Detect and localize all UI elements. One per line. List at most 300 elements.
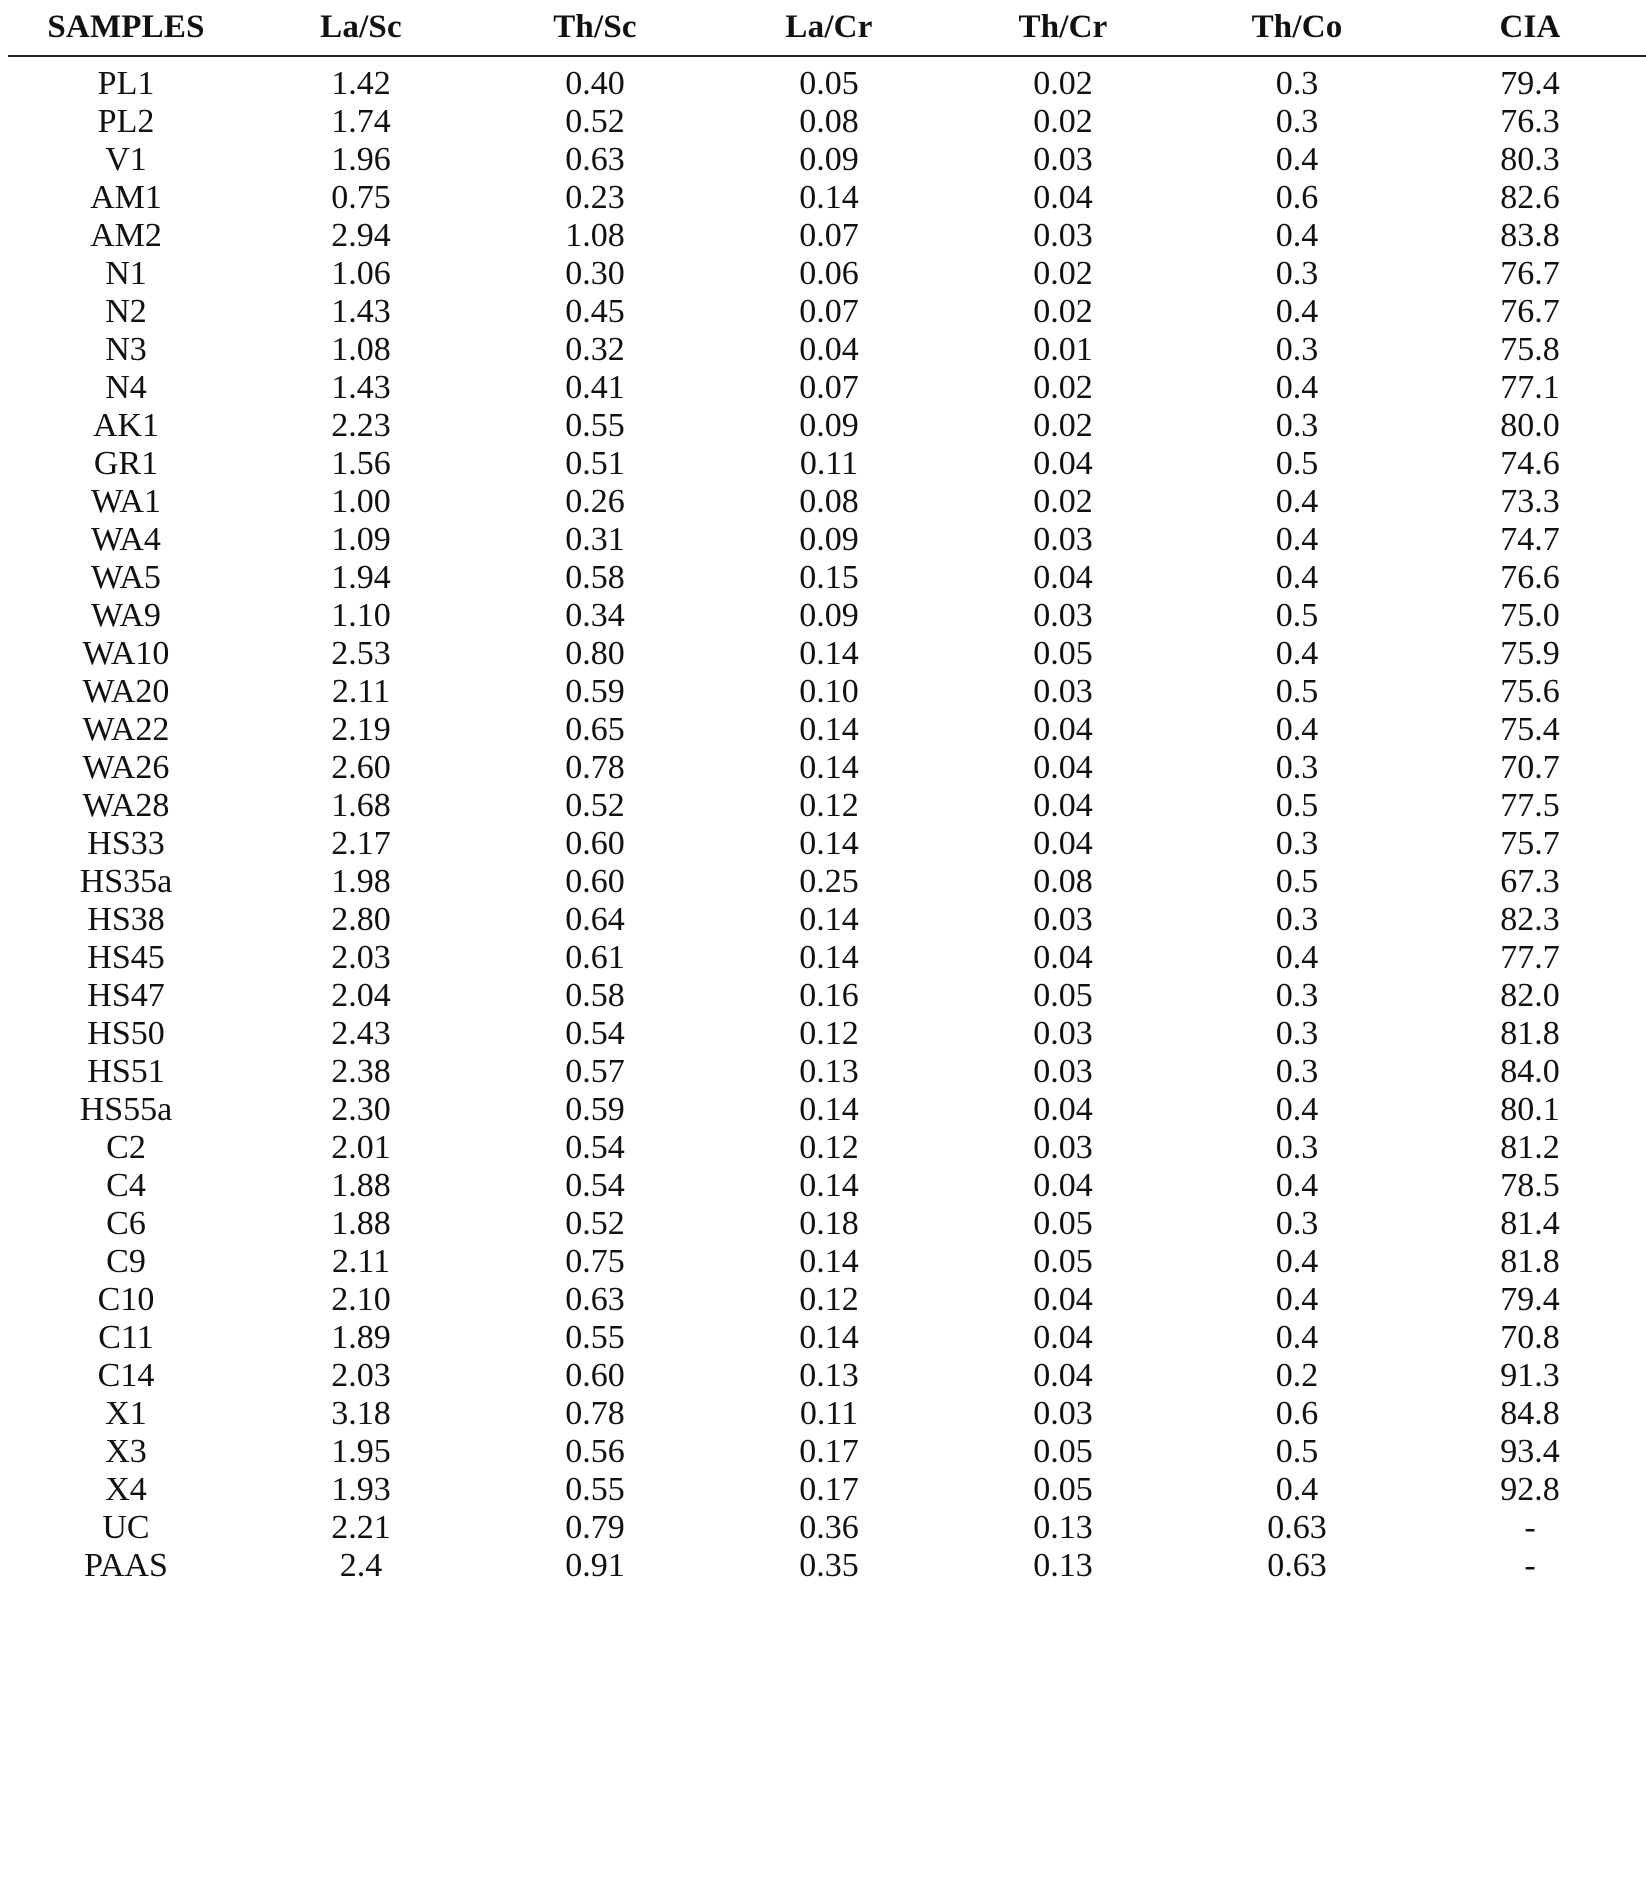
cell-th-sc: 0.54 xyxy=(565,1167,625,1204)
cell-th-sc: 0.41 xyxy=(565,369,625,406)
cell-th-sc: 0.54 xyxy=(565,1129,625,1166)
cell-th-cr: 0.04 xyxy=(1033,825,1093,862)
table-row xyxy=(8,863,1646,901)
table-row xyxy=(8,1471,1646,1509)
cell-th-sc: 0.57 xyxy=(565,1053,625,1090)
cell-th-co: 0.5 xyxy=(1275,445,1319,482)
cell-sample: WA10 xyxy=(82,635,170,672)
table-row xyxy=(8,1167,1646,1205)
cell-cia: 75.6 xyxy=(1500,673,1560,710)
cell-th-sc: 0.60 xyxy=(565,1357,625,1394)
cell-th-cr: 0.03 xyxy=(1033,901,1093,938)
cell-th-co: 0.4 xyxy=(1275,521,1319,558)
cell-la-sc: 1.93 xyxy=(331,1471,391,1508)
cell-th-co: 0.6 xyxy=(1275,1395,1319,1432)
cell-la-cr: 0.04 xyxy=(799,331,859,368)
cell-th-co: 0.3 xyxy=(1275,331,1319,368)
cell-la-cr: 0.09 xyxy=(799,407,859,444)
cell-th-cr: 0.02 xyxy=(1033,483,1093,520)
cell-cia: 91.3 xyxy=(1500,1357,1560,1394)
cell-la-sc: 2.04 xyxy=(331,977,391,1014)
cell-cia: 76.7 xyxy=(1500,293,1560,330)
cell-la-cr: 0.12 xyxy=(799,1281,859,1318)
cell-th-sc: 0.54 xyxy=(565,1015,625,1052)
cell-la-cr: 0.13 xyxy=(799,1357,859,1394)
cell-cia: - xyxy=(1524,1509,1536,1546)
cell-sample: UC xyxy=(102,1509,150,1546)
cell-th-co: 0.3 xyxy=(1275,825,1319,862)
cell-th-sc: 0.55 xyxy=(565,1319,625,1356)
cell-cia: 84.0 xyxy=(1500,1053,1560,1090)
cell-th-co: 0.4 xyxy=(1275,939,1319,976)
cell-cia: 75.0 xyxy=(1500,597,1560,634)
cell-th-co: 0.63 xyxy=(1267,1509,1327,1546)
cell-th-sc: 0.59 xyxy=(565,1091,625,1128)
cell-th-co: 0.3 xyxy=(1275,65,1319,102)
cell-sample: HS45 xyxy=(87,939,165,976)
cell-cia: 79.4 xyxy=(1500,1281,1560,1318)
cell-th-co: 0.4 xyxy=(1275,1319,1319,1356)
cell-la-cr: 0.14 xyxy=(799,711,859,748)
cell-th-sc: 0.60 xyxy=(565,825,625,862)
cell-th-cr: 0.03 xyxy=(1033,597,1093,634)
cell-sample: C4 xyxy=(106,1167,146,1204)
cell-th-cr: 0.04 xyxy=(1033,711,1093,748)
cell-th-co: 0.4 xyxy=(1275,1091,1319,1128)
cell-la-sc: 1.06 xyxy=(331,255,391,292)
cell-cia: 84.8 xyxy=(1500,1395,1560,1432)
cell-la-sc: 1.98 xyxy=(331,863,391,900)
table-row xyxy=(8,825,1646,863)
cell-th-cr: 0.03 xyxy=(1033,521,1093,558)
cell-th-co: 0.4 xyxy=(1275,217,1319,254)
cell-th-sc: 0.63 xyxy=(565,1281,625,1318)
cell-cia: 77.7 xyxy=(1500,939,1560,976)
cell-th-co: 0.3 xyxy=(1275,977,1319,1014)
cell-cia: 76.6 xyxy=(1500,559,1560,596)
cell-th-cr: 0.05 xyxy=(1033,1205,1093,1242)
cell-th-sc: 0.64 xyxy=(565,901,625,938)
cell-th-cr: 0.02 xyxy=(1033,103,1093,140)
cell-la-cr: 0.09 xyxy=(799,141,859,178)
column-header-cia: CIA xyxy=(1414,0,1646,56)
cell-la-cr: 0.14 xyxy=(799,1091,859,1128)
table-row xyxy=(8,369,1646,407)
cell-la-sc: 2.01 xyxy=(331,1129,391,1166)
cell-sample: X4 xyxy=(105,1471,147,1508)
cell-th-sc: 0.56 xyxy=(565,1433,625,1470)
cell-sample: C6 xyxy=(106,1205,146,1242)
table-row xyxy=(8,1205,1646,1243)
cell-th-co: 0.3 xyxy=(1275,1129,1319,1166)
cell-la-cr: 0.17 xyxy=(799,1471,859,1508)
cell-la-cr: 0.35 xyxy=(799,1547,859,1584)
cell-sample: C14 xyxy=(97,1357,155,1394)
cell-cia: 74.6 xyxy=(1500,445,1560,482)
column-header-la-cr: La/Cr xyxy=(712,0,946,56)
cell-th-co: 0.5 xyxy=(1275,787,1319,824)
cell-sample: N3 xyxy=(105,331,147,368)
cell-th-co: 0.4 xyxy=(1275,635,1319,672)
cell-th-co: 0.6 xyxy=(1275,179,1319,216)
cell-cia: 82.0 xyxy=(1500,977,1560,1014)
cell-th-cr: 0.03 xyxy=(1033,1053,1093,1090)
cell-la-cr: 0.08 xyxy=(799,483,859,520)
cell-th-sc: 1.08 xyxy=(565,217,625,254)
cell-sample: C9 xyxy=(106,1243,146,1280)
cell-la-cr: 0.07 xyxy=(799,293,859,330)
cell-la-sc: 3.18 xyxy=(331,1395,391,1432)
cell-th-sc: 0.52 xyxy=(565,103,625,140)
cell-cia: 80.0 xyxy=(1500,407,1560,444)
cell-la-cr: 0.14 xyxy=(799,939,859,976)
table-row xyxy=(8,293,1646,331)
cell-th-co: 0.3 xyxy=(1275,901,1319,938)
cell-sample: AM1 xyxy=(90,179,162,216)
cell-cia: 81.4 xyxy=(1500,1205,1560,1242)
cell-la-sc: 2.03 xyxy=(331,939,391,976)
cell-la-cr: 0.13 xyxy=(799,1053,859,1090)
table-row xyxy=(8,901,1646,939)
column-header-th-sc: Th/Sc xyxy=(478,0,712,56)
cell-th-cr: 0.01 xyxy=(1033,331,1093,368)
cell-cia: 77.5 xyxy=(1500,787,1560,824)
table-row xyxy=(8,445,1646,483)
cell-la-sc: 2.21 xyxy=(331,1509,391,1546)
cell-th-cr: 0.04 xyxy=(1033,787,1093,824)
cell-la-cr: 0.12 xyxy=(799,1129,859,1166)
cell-th-cr: 0.05 xyxy=(1033,977,1093,1014)
table-row xyxy=(8,1319,1646,1357)
cell-sample: HS47 xyxy=(87,977,165,1014)
cell-la-sc: 1.89 xyxy=(331,1319,391,1356)
cell-th-sc: 0.55 xyxy=(565,407,625,444)
cell-th-cr: 0.05 xyxy=(1033,1243,1093,1280)
cell-th-co: 0.3 xyxy=(1275,407,1319,444)
cell-th-sc: 0.80 xyxy=(565,635,625,672)
cell-sample: HS38 xyxy=(87,901,165,938)
cell-th-co: 0.5 xyxy=(1275,673,1319,710)
cell-la-sc: 1.08 xyxy=(331,331,391,368)
cell-la-sc: 1.94 xyxy=(331,559,391,596)
table-row xyxy=(8,749,1646,787)
cell-cia: 92.8 xyxy=(1500,1471,1560,1508)
table-row xyxy=(8,331,1646,369)
cell-th-sc: 0.63 xyxy=(565,141,625,178)
cell-sample: WA22 xyxy=(82,711,170,748)
table-row xyxy=(8,559,1646,597)
cell-sample: WA9 xyxy=(91,597,161,634)
cell-la-cr: 0.07 xyxy=(799,217,859,254)
cell-la-sc: 1.96 xyxy=(331,141,391,178)
cell-sample: WA5 xyxy=(91,559,161,596)
cell-la-cr: 0.16 xyxy=(799,977,859,1014)
cell-sample: N2 xyxy=(105,293,147,330)
cell-sample: WA1 xyxy=(91,483,161,520)
cell-th-cr: 0.05 xyxy=(1033,1471,1093,1508)
cell-sample: HS50 xyxy=(87,1015,165,1052)
cell-la-sc: 1.74 xyxy=(331,103,391,140)
cell-sample: X1 xyxy=(105,1395,147,1432)
cell-la-cr: 0.15 xyxy=(799,559,859,596)
cell-la-cr: 0.10 xyxy=(799,673,859,710)
table-row xyxy=(8,1395,1646,1433)
table-row xyxy=(8,103,1646,141)
cell-th-sc: 0.23 xyxy=(565,179,625,216)
cell-la-sc: 1.42 xyxy=(331,65,391,102)
cell-th-cr: 0.13 xyxy=(1033,1509,1093,1546)
cell-la-cr: 0.09 xyxy=(799,521,859,558)
cell-sample: X3 xyxy=(105,1433,147,1470)
cell-la-sc: 2.30 xyxy=(331,1091,391,1128)
cell-la-sc: 1.43 xyxy=(331,369,391,406)
cell-la-sc: 1.56 xyxy=(331,445,391,482)
cell-la-sc: 2.03 xyxy=(331,1357,391,1394)
table-row xyxy=(8,1053,1646,1091)
cell-th-co: 0.4 xyxy=(1275,1167,1319,1204)
cell-cia: 75.8 xyxy=(1500,331,1560,368)
cell-sample: HS35a xyxy=(79,863,173,900)
cell-cia: 80.1 xyxy=(1500,1091,1560,1128)
cell-cia: 76.7 xyxy=(1500,255,1560,292)
table-row xyxy=(8,521,1646,559)
cell-th-sc: 0.34 xyxy=(565,597,625,634)
cell-th-sc: 0.78 xyxy=(565,1395,625,1432)
cell-th-co: 0.3 xyxy=(1275,1015,1319,1052)
cell-th-sc: 0.40 xyxy=(565,65,625,102)
cell-th-co: 0.2 xyxy=(1275,1357,1319,1394)
cell-cia: 82.3 xyxy=(1500,901,1560,938)
cell-th-co: 0.63 xyxy=(1267,1547,1327,1584)
cell-cia: 81.8 xyxy=(1500,1015,1560,1052)
cell-th-cr: 0.02 xyxy=(1033,369,1093,406)
table-row xyxy=(8,1433,1646,1471)
cell-cia: 78.5 xyxy=(1500,1167,1560,1204)
cell-la-sc: 2.17 xyxy=(331,825,391,862)
cell-la-cr: 0.14 xyxy=(799,901,859,938)
cell-th-cr: 0.04 xyxy=(1033,749,1093,786)
table-row xyxy=(8,56,1646,103)
table-row xyxy=(8,673,1646,711)
cell-la-sc: 2.4 xyxy=(339,1547,383,1584)
cell-la-cr: 0.36 xyxy=(799,1509,859,1546)
cell-la-sc: 2.38 xyxy=(331,1053,391,1090)
cell-th-co: 0.4 xyxy=(1275,141,1319,178)
cell-la-cr: 0.09 xyxy=(799,597,859,634)
cell-th-sc: 0.32 xyxy=(565,331,625,368)
cell-la-sc: 2.43 xyxy=(331,1015,391,1052)
cell-sample: WA26 xyxy=(82,749,170,786)
cell-la-sc: 2.53 xyxy=(331,635,391,672)
cell-cia: - xyxy=(1524,1547,1536,1584)
cell-th-cr: 0.02 xyxy=(1033,65,1093,102)
cell-la-cr: 0.06 xyxy=(799,255,859,292)
cell-la-cr: 0.14 xyxy=(799,825,859,862)
cell-th-cr: 0.02 xyxy=(1033,255,1093,292)
cell-la-sc: 2.11 xyxy=(331,673,391,710)
table-row xyxy=(8,141,1646,179)
cell-th-sc: 0.58 xyxy=(565,977,625,1014)
cell-la-sc: 1.00 xyxy=(331,483,391,520)
cell-la-sc: 1.88 xyxy=(331,1167,391,1204)
table-row xyxy=(8,1015,1646,1053)
cell-la-sc: 1.95 xyxy=(331,1433,391,1470)
table-row xyxy=(8,255,1646,293)
cell-th-sc: 0.52 xyxy=(565,1205,625,1242)
cell-cia: 81.2 xyxy=(1500,1129,1560,1166)
cell-th-cr: 0.03 xyxy=(1033,141,1093,178)
table-row xyxy=(8,1129,1646,1167)
cell-cia: 67.3 xyxy=(1500,863,1560,900)
cell-sample: PAAS xyxy=(84,1547,168,1584)
cell-la-cr: 0.14 xyxy=(799,1243,859,1280)
cell-la-cr: 0.05 xyxy=(799,65,859,102)
cell-la-sc: 2.10 xyxy=(331,1281,391,1318)
geochemical-ratios-table xyxy=(8,0,1646,1585)
cell-th-cr: 0.04 xyxy=(1033,559,1093,596)
cell-la-sc: 1.68 xyxy=(331,787,391,824)
table-body xyxy=(8,56,1646,1585)
cell-la-cr: 0.17 xyxy=(799,1433,859,1470)
cell-th-co: 0.5 xyxy=(1275,597,1319,634)
cell-la-sc: 1.88 xyxy=(331,1205,391,1242)
cell-la-sc: 2.80 xyxy=(331,901,391,938)
cell-sample: GR1 xyxy=(93,445,159,482)
table-row xyxy=(8,711,1646,749)
cell-la-cr: 0.14 xyxy=(799,749,859,786)
cell-th-sc: 0.60 xyxy=(565,863,625,900)
cell-th-cr: 0.05 xyxy=(1033,635,1093,672)
cell-th-sc: 0.26 xyxy=(565,483,625,520)
cell-th-co: 0.3 xyxy=(1275,103,1319,140)
table-row xyxy=(8,1509,1646,1547)
cell-cia: 80.3 xyxy=(1500,141,1560,178)
cell-th-cr: 0.04 xyxy=(1033,179,1093,216)
cell-th-co: 0.4 xyxy=(1275,1471,1319,1508)
cell-th-sc: 0.79 xyxy=(565,1509,625,1546)
table-row xyxy=(8,1547,1646,1585)
cell-sample: WA28 xyxy=(82,787,170,824)
cell-th-sc: 0.55 xyxy=(565,1471,625,1508)
cell-cia: 75.9 xyxy=(1500,635,1560,672)
cell-sample: C11 xyxy=(98,1319,154,1356)
cell-sample: WA4 xyxy=(91,521,161,558)
cell-cia: 70.7 xyxy=(1500,749,1560,786)
table-row xyxy=(8,407,1646,445)
cell-th-co: 0.4 xyxy=(1275,293,1319,330)
cell-th-co: 0.4 xyxy=(1275,1243,1319,1280)
cell-la-sc: 0.75 xyxy=(331,179,391,216)
cell-th-cr: 0.03 xyxy=(1033,1129,1093,1166)
cell-th-co: 0.4 xyxy=(1275,711,1319,748)
table-row xyxy=(8,1281,1646,1319)
cell-th-cr: 0.04 xyxy=(1033,939,1093,976)
cell-la-cr: 0.14 xyxy=(799,179,859,216)
cell-sample: HS55a xyxy=(79,1091,173,1128)
cell-la-cr: 0.18 xyxy=(799,1205,859,1242)
cell-sample: N4 xyxy=(105,369,147,406)
cell-sample: N1 xyxy=(105,255,147,292)
cell-la-sc: 2.11 xyxy=(331,1243,391,1280)
cell-cia: 81.8 xyxy=(1500,1243,1560,1280)
table-row xyxy=(8,179,1646,217)
cell-th-sc: 0.51 xyxy=(565,445,625,482)
cell-th-co: 0.5 xyxy=(1275,863,1319,900)
column-header-la-sc: La/Sc xyxy=(244,0,478,56)
cell-la-cr: 0.11 xyxy=(799,1395,859,1432)
cell-la-sc: 2.60 xyxy=(331,749,391,786)
table-row xyxy=(8,597,1646,635)
table-row xyxy=(8,217,1646,255)
cell-cia: 75.4 xyxy=(1500,711,1560,748)
cell-th-co: 0.3 xyxy=(1275,1053,1319,1090)
cell-th-sc: 0.30 xyxy=(565,255,625,292)
table-row xyxy=(8,1243,1646,1281)
cell-th-cr: 0.05 xyxy=(1033,1433,1093,1470)
cell-sample: HS51 xyxy=(87,1053,165,1090)
cell-th-co: 0.5 xyxy=(1275,1433,1319,1470)
cell-th-cr: 0.02 xyxy=(1033,407,1093,444)
cell-la-cr: 0.12 xyxy=(799,1015,859,1052)
table-row xyxy=(8,1357,1646,1395)
cell-th-sc: 0.45 xyxy=(565,293,625,330)
cell-th-sc: 0.75 xyxy=(565,1243,625,1280)
table-row xyxy=(8,1091,1646,1129)
cell-th-co: 0.3 xyxy=(1275,255,1319,292)
cell-th-sc: 0.91 xyxy=(565,1547,625,1584)
cell-th-cr: 0.04 xyxy=(1033,1319,1093,1356)
cell-sample: PL2 xyxy=(97,103,155,140)
table-header xyxy=(8,0,1646,56)
cell-th-cr: 0.04 xyxy=(1033,1091,1093,1128)
cell-th-co: 0.3 xyxy=(1275,749,1319,786)
cell-th-sc: 0.78 xyxy=(565,749,625,786)
cell-th-cr: 0.03 xyxy=(1033,217,1093,254)
cell-cia: 79.4 xyxy=(1500,65,1560,102)
cell-la-sc: 2.19 xyxy=(331,711,391,748)
cell-th-cr: 0.08 xyxy=(1033,863,1093,900)
cell-th-sc: 0.61 xyxy=(565,939,625,976)
cell-la-cr: 0.08 xyxy=(799,103,859,140)
cell-th-cr: 0.03 xyxy=(1033,1015,1093,1052)
cell-th-cr: 0.02 xyxy=(1033,293,1093,330)
cell-cia: 75.7 xyxy=(1500,825,1560,862)
cell-cia: 74.7 xyxy=(1500,521,1560,558)
cell-sample: AM2 xyxy=(90,217,162,254)
table-row xyxy=(8,483,1646,521)
cell-sample: PL1 xyxy=(97,65,155,102)
cell-sample: AK1 xyxy=(92,407,160,444)
cell-la-sc: 2.94 xyxy=(331,217,391,254)
table-row xyxy=(8,939,1646,977)
cell-th-cr: 0.04 xyxy=(1033,1357,1093,1394)
cell-cia: 76.3 xyxy=(1500,103,1560,140)
column-header-samples: SAMPLES xyxy=(8,0,244,56)
geochemical-ratios-table-container xyxy=(8,0,1646,1585)
column-header-th-co: Th/Co xyxy=(1180,0,1414,56)
cell-th-cr: 0.04 xyxy=(1033,445,1093,482)
cell-sample: C2 xyxy=(106,1129,146,1166)
column-header-th-cr: Th/Cr xyxy=(946,0,1180,56)
cell-th-cr: 0.03 xyxy=(1033,673,1093,710)
cell-la-cr: 0.12 xyxy=(799,787,859,824)
table-row xyxy=(8,787,1646,825)
cell-la-cr: 0.25 xyxy=(799,863,859,900)
cell-th-co: 0.4 xyxy=(1275,483,1319,520)
cell-th-co: 0.4 xyxy=(1275,369,1319,406)
cell-la-cr: 0.14 xyxy=(799,1319,859,1356)
cell-sample: WA20 xyxy=(82,673,170,710)
